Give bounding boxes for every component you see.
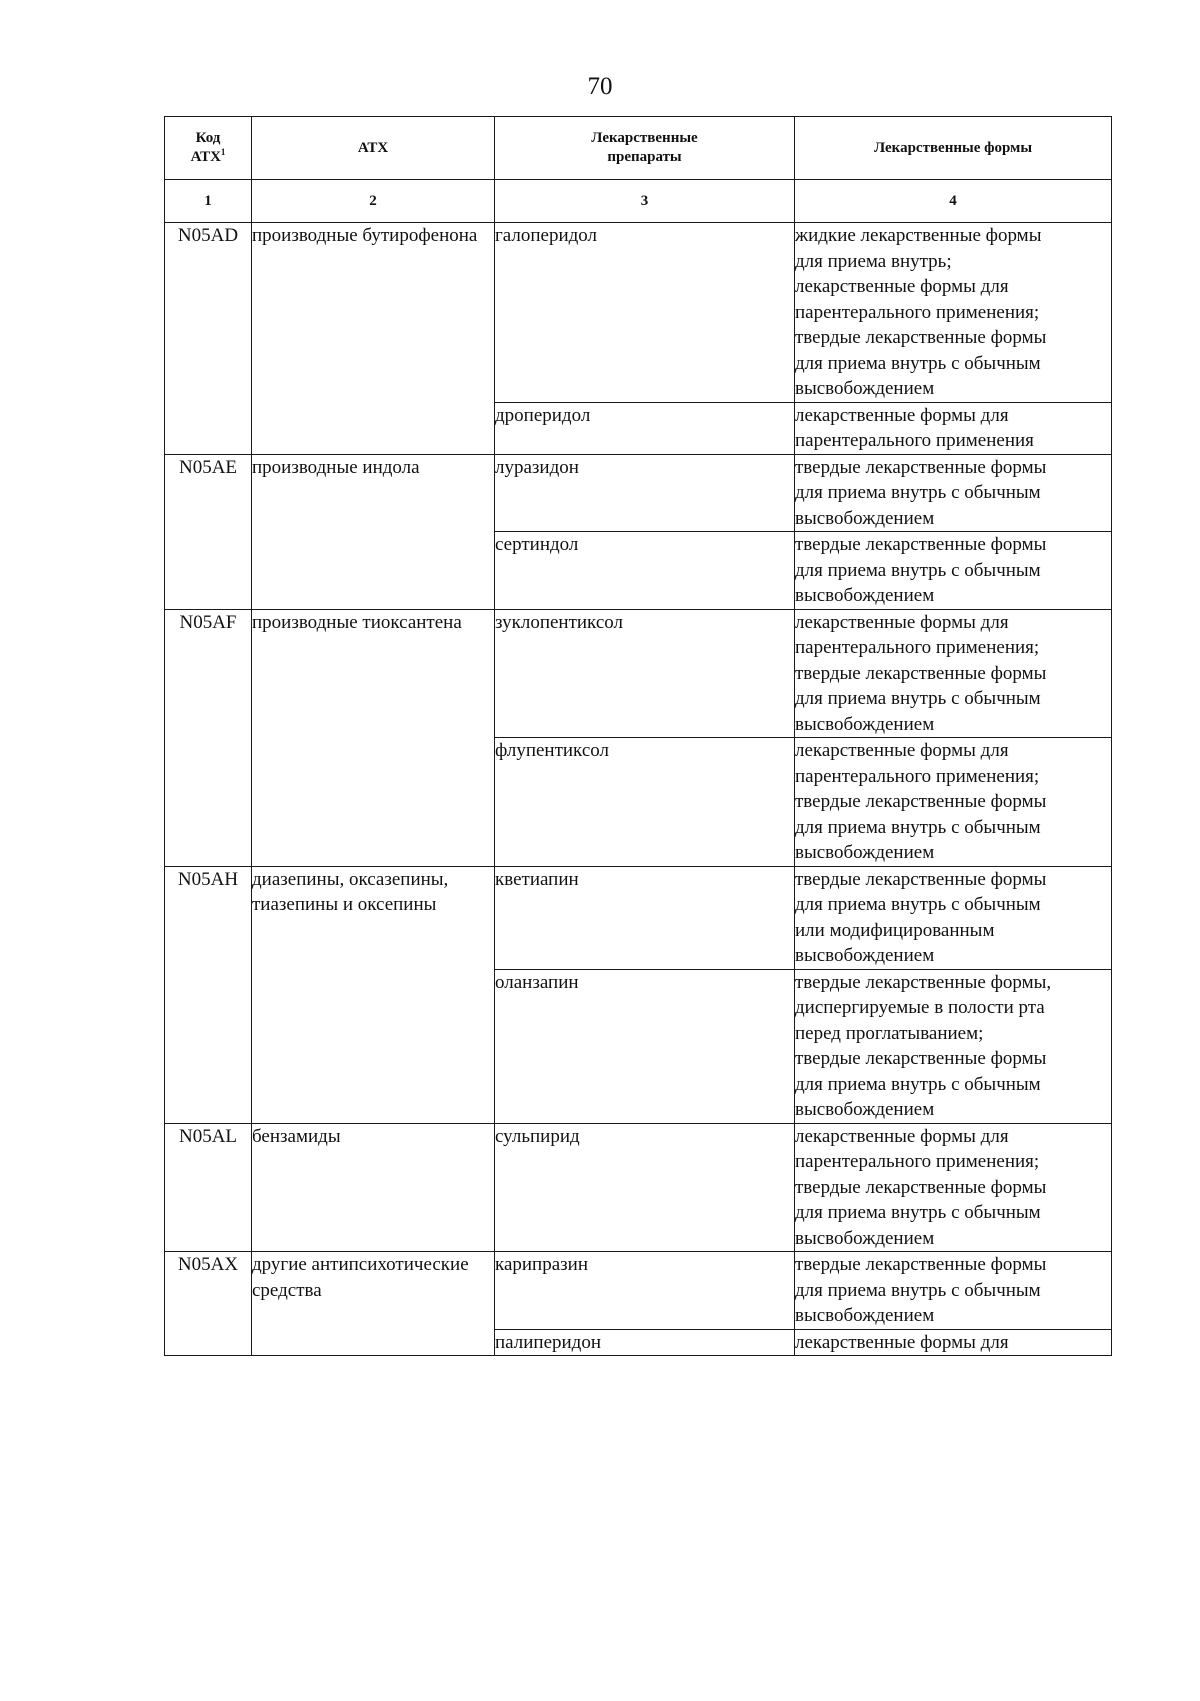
atx-group-name: другие антипсихотические средства [252,1252,495,1356]
atx-code: N05AL [165,1123,252,1252]
dosage-forms: твердые лекарственные формы для приема внутрь с обычным высвобождением [795,454,1112,532]
header-forms: Лекарственные формы [795,117,1112,180]
dosage-forms: твердые лекарственные формы для приема внутрь с обычным или модифицированным высвобождением [795,866,1112,969]
dosage-forms: лекарственные формы для парентерального применения; твердые лекарственные формы для приема внутрь с обычным высвобождением [795,609,1112,738]
dosage-forms: твердые лекарственные формы, диспергируемые в полости рта перед проглатыванием; твердые лекарственные формы для приема внутрь с обычным высвобождением [795,969,1112,1123]
table-row [165,223,1112,403]
dosage-forms: лекарственные формы для парентерального применения; твердые лекарственные формы для приема внутрь с обычным высвобождением [795,1123,1112,1252]
table-row [165,454,1112,532]
atx-table [164,116,1112,1356]
atx-group-name: диазепины, оксазепины, тиазепины и оксепины [252,866,495,1123]
dosage-forms: твердые лекарственные формы для приема внутрь с обычным высвобождением [795,532,1112,610]
table-body [165,223,1112,1356]
table-header-row [165,117,1112,180]
dosage-forms: твердые лекарственные формы для приема внутрь с обычным высвобождением [795,1252,1112,1330]
atx-code: N05AH [165,866,252,1123]
column-number: 3 [495,180,795,223]
drug-name: сертиндол [495,532,795,610]
column-number: 1 [165,180,252,223]
drug-name: палиперидон [495,1329,795,1356]
column-number: 2 [252,180,495,223]
atx-group-name: производные тиоксантена [252,609,495,866]
table-row [165,1252,1112,1330]
page-number: 70 [587,73,613,100]
atx-group-name: производные индола [252,454,495,609]
dosage-forms: лекарственные формы для парентерального применения [795,402,1112,454]
header-code-line2: АТХ [190,149,221,165]
atx-group-name: бензамиды [252,1123,495,1252]
drug-name: флупентиксол [495,738,795,867]
drug-name: оланзапин [495,969,795,1123]
drug-name: карипразин [495,1252,795,1330]
dosage-forms: жидкие лекарственные формы для приема внутрь; лекарственные формы для парентерального применения; твердые лекарственные формы для приема внутрь с обычным высвобождением [795,223,1112,403]
dosage-forms: лекарственные формы для парентерального применения; твердые лекарственные формы для приема внутрь с обычным высвобождением [795,738,1112,867]
table-row [165,866,1112,969]
header-drugs [495,117,795,180]
column-number-row [165,180,1112,223]
table-row [165,609,1112,738]
header-drugs-line1: Лекарственные [591,130,698,146]
drug-name: дроперидол [495,402,795,454]
drug-name: зуклопентиксол [495,609,795,738]
atx-code: N05AD [165,223,252,455]
header-code-line1: Код [195,130,221,146]
drug-name: кветиапин [495,866,795,969]
table-row [165,1123,1112,1252]
atx-code: N05AF [165,609,252,866]
drug-name: луразидон [495,454,795,532]
header-code-atx [165,117,252,180]
atx-code: N05AE [165,454,252,609]
header-drugs-line2: препараты [607,149,682,165]
footnote-marker: 1 [220,147,226,157]
header-atx: АТХ [252,117,495,180]
dosage-forms: лекарственные формы для [795,1329,1112,1356]
drug-name: галоперидол [495,223,795,403]
atx-code: N05AX [165,1252,252,1356]
atx-group-name: производные бутирофенона [252,223,495,455]
column-number: 4 [795,180,1112,223]
drug-name: сульпирид [495,1123,795,1252]
